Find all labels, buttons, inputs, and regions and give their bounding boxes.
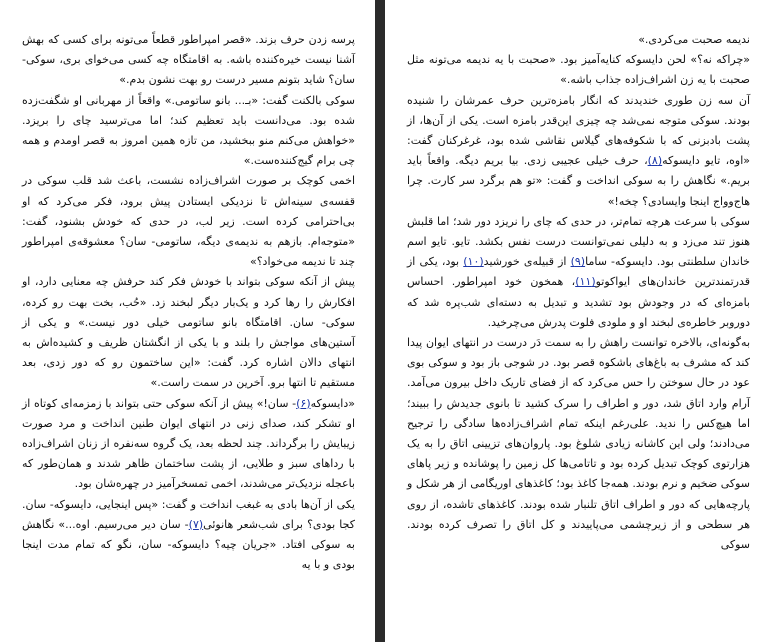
paragraph-text: سوکی با سرعت هرچه تمام‌تر، در حدی که چای را نریزد دور شد؛ اما قلبش هنوز تند می‌زد و به دلیلی نمی‌توانست درست نفس بکشد. تایو. تایو اسم خاندان سلطنتی بود. دایسوکه- ساما [407,214,750,269]
left-page-text [22,30,355,575]
paragraph-text: اخمی کوچک بر صورت اشراف‌زاده نشست، باعث شد قلب سوکی در قفسه‌ی سینه‌اش تا نزدیکی ایستادن پیش برود، فکر می‌کرد که او بی‌احترامی کرده است. زیر لب، در حدی که خودش بشنود، گفت: «متوجه‌ام. بازهم به ندیمه‌ی دیگه، ساتومی- سان؟ معشوقه‌ی امپراطور چند تا ندیمه می‌خواد؟» [22,174,355,269]
footnote-link[interactable]: (۸) [647,154,663,168]
paragraph [22,91,355,172]
paragraph-text: پیش از آنکه سوکی بتواند با خودش فکر کند حرفش چه معنایی دارد، او افکارش را رها کرد و یک‌بار دیگر لبخند زد. «حُب، بخت بهت رو کرده، سوکی- سان. اقامتگاه بانو ساتومی خیلی دور نیست.» و یکی از آستین‌های مواجش را بلند و با یکی از انگشتان ظریف و کشیده‌اش به انتهای دالان اشاره کرد. گفت: «این ساختمون رو که دور زدی، بعد مستقیم تا انتها برو. آخرین در سمت راست.» [22,275,355,390]
paragraph [407,50,750,90]
right-page-text [407,30,750,555]
footnote-link[interactable]: (۱۱) [575,275,596,289]
paragraph-text: آن سه زن طوری خندیدند که انگار بامزه‌ترین حرف عمرشان را شنیده بودند. سوکی متوجه نمی‌شد چه چیزی این‌قدر بامزه است. یکی از آن‌ها، از پشت بادبزنی که با شکوفه‌های گیلاس نقاشی شده بود، غرغرکنان گفت: «اوه، تایو دایسوکه [407,93,750,168]
paragraph [22,495,355,576]
paragraph-text: به‌گونه‌ای، بالاخره توانست راهش را به سمت دَر درست در انتهای ایوان پیدا کند که مشرف به باغ‌های باشکوه قصر بود. در شوجی باز بود و سوکی بوی عود در حال سوختن را حس می‌کرد که از فضای تاریک داخل بیرون می‌آمد. آرام وارد اتاق شد، دور و اطراف را سرک کشید تا بانوی جدیدش را ببیند؛ اما هیچ‌کس را ندید. علی‌رغم اینکه تمام اشراف‌زاده‌ها سادگی را ترجیح می‌دادند؛ ولی این کاشانه زیادی شلوغ بود. پاروان‌های تزیینی اتاق را به یک هزارتوی کوچک تبدیل کرده بود و تاتامی‌ها کل زمین را پوشانده و زیر پاهای سوکی ضخیم و نرم بودند. همه‌جا کاغذ بود؛ کاغذهای اوریگامی از هر شکل و پارچه‌هایی که دور و اطراف اتاق تلنبار شده بودند. کاغذهای تاشده، از روی هر سطحی و از زیرچشمی می‌پاییدند و کل اتاق را تصرف کرده بودند. سوکی [407,336,750,552]
paragraph-text: بود، یکی از قدرتمندترین خاندان‌های ایواکوتو [407,255,751,289]
paragraph [407,212,750,333]
paragraph-text: - سان!» پیش از آنکه سوکی حتی بتواند با زمزمه‌ای کوتاه از او تشکر کند، صدای زنی در انتهای ایوان طنین انداخت و مرد صورت زیبایش را برگرداند. چند لحظه بعد، یک گروه سه‌نفره از زنان اشراف‌زاده با رداهای سبز و طلایی، از پشت ساختمان ظاهر شدند و همان‌طور که باعجله نزدیک‌تر می‌شدند، اخمی تمسخرآمیز در چهره‌شان بود. [22,396,355,491]
paragraph [407,30,750,50]
footnote-link[interactable]: (۱۰) [463,255,484,269]
paragraph [22,272,355,393]
paragraph [407,333,750,555]
right-page [385,0,770,642]
paragraph-text: یکی از آن‌ها بادی به غبغب انداخت و گفت: «پس اینجایی، دایسوکه- سان. کجا بودی؟ برای شب‌شعر هانوئی [22,497,355,531]
left-page [0,0,375,642]
paragraph [407,91,750,212]
paragraph-text: سوکی بالکنت گفت: «بـ... بانو ساتومی.» واقعاً از مهربانی او شگفت‌زده شده بود. می‌دانست باید تعظیم کند؛ اما می‌ترسید چای را بریزد. «خواهش می‌کنم منو ببخشید، من تازه همین امروز به قصر اومدم و همه چی برام گیج‌کننده‌ست.» [22,93,355,168]
paragraph-text: «چراکه نه؟» لحن دایسوکه کنایه‌آمیز بود. «صحبت با یه ندیمه می‌تونه مثل صحبت با یه زن اشراف‌زاده جذاب باشه.» [407,53,750,87]
paragraph-text: ندیمه صحبت می‌کردی.» [638,33,750,46]
paragraph-text: از قبیله‌ی خورشید [483,255,571,269]
paragraph-text: ، حرف خیلی عجیبی زدی. بیا بریم دیگه. واقعاً باید بریم.» نگاهش را به سوکی انداخت و گفت: «تو هم برگرد سر کارت. چرا هاج‌وواج اینجا وایسادی؟ چخه!» [407,154,750,208]
footnote-link[interactable]: (۷) [188,517,204,531]
paragraph [22,394,355,495]
paragraph [22,30,355,91]
footnote-link[interactable]: (۶) [296,396,311,410]
paragraph [22,171,355,272]
paragraph-text: ، همخون خود امپراطور. احساس بامزه‌ای که در وجودش بود تشدید و تبدیل به دسته‌ای شب‌پره شد که دوروبر خاطره‌ی لبخند او و ملودی فلوت پدرش می‌چرخید. [407,275,750,329]
book-gutter [375,0,385,642]
paragraph-text: پرسه زدن حرف بزند. «قصر امپراطور قطعاً می‌تونه برای کسی که بهش آشنا نیست خیره‌کننده باشه. به اقامتگاه چه کسی می‌خوای بری، سوکی- سان؟ شاید بتونم مسیر درست رو بهت نشون بدم.» [22,33,355,87]
paragraph-text: «دایسوکه [310,396,355,410]
footnote-link[interactable]: (۹) [570,255,586,269]
paragraph-text: - سان دیر می‌رسیم. اوه...» نگاهش به سوکی افتاد. «جریان چیه؟ دایسوکه- سان، نگو که تمام مدت اینجا بودی و با یه [22,517,355,572]
